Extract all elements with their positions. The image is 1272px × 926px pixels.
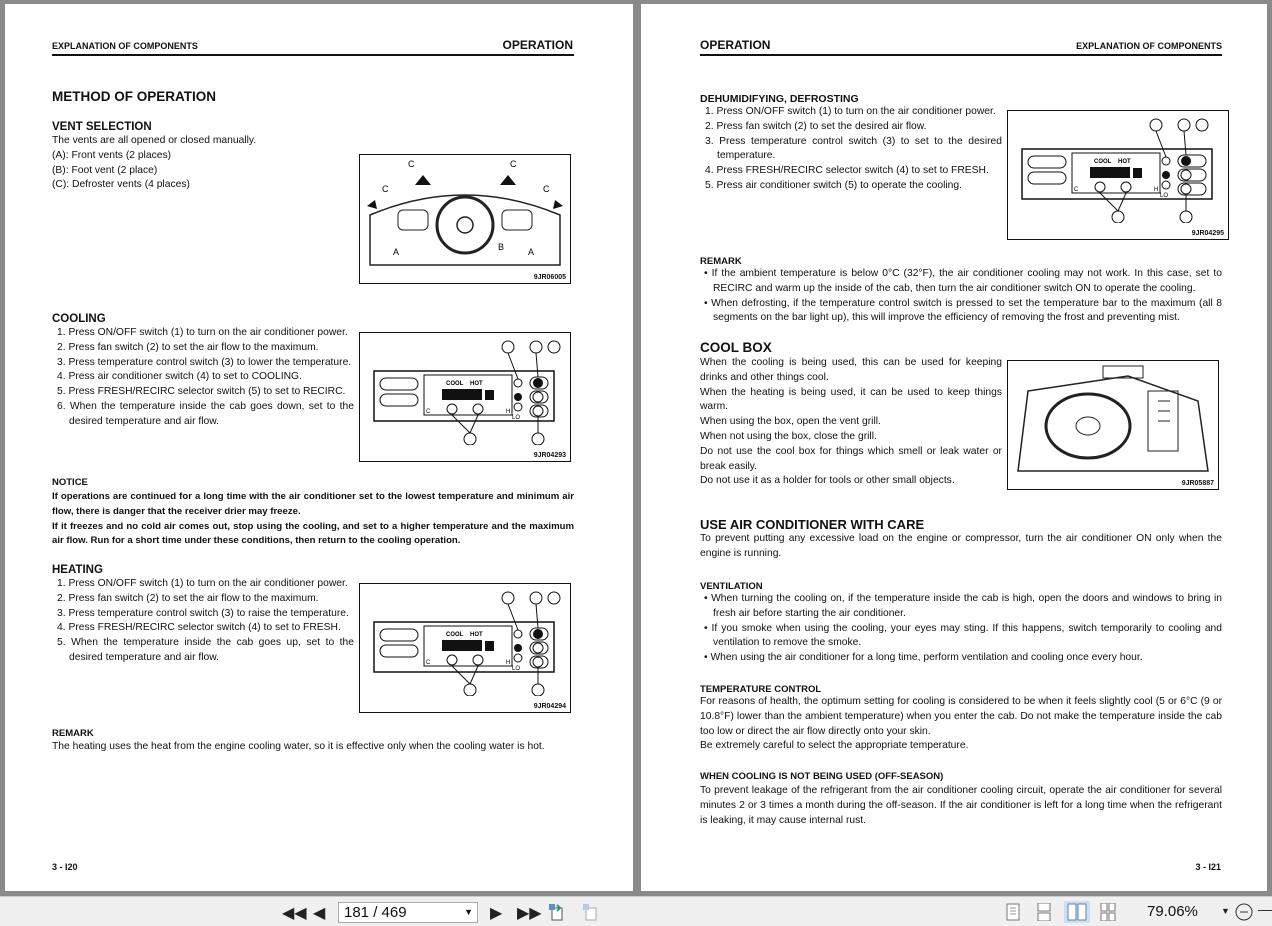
header-rule — [52, 54, 574, 56]
bullet: • When defrosting, if the temperature control switch is pressed to set the temperature bar to the maximum (all 8 segments on the bar light up), this will improve the efficiency of removing the frost and preventing mist. — [700, 297, 1222, 327]
svg-text:C: C — [408, 159, 415, 169]
coolbox-text — [700, 356, 1002, 489]
vent-heading: VENT SELECTION — [52, 121, 152, 133]
c-label: C — [426, 660, 431, 666]
header-right: OPERATION — [502, 38, 573, 52]
go-forward-view-icon[interactable] — [582, 903, 598, 921]
svg-text:C: C — [382, 184, 389, 194]
zoom-out-icon[interactable] — [1235, 903, 1255, 921]
page-number: 3 - I21 — [1195, 862, 1221, 872]
cooling-steps — [52, 326, 354, 430]
zoom-dropdown-icon[interactable]: ▼ — [1221, 906, 1230, 916]
lo-label: LO — [512, 666, 521, 672]
c-label: C — [426, 409, 431, 415]
line: (C): Defroster vents (4 places) — [52, 179, 190, 191]
heating-figure — [359, 583, 571, 713]
step: 2. Press fan switch (2) to set the air flow to the maximum. — [57, 592, 319, 604]
step: 1. Press ON/OFF switch (1) to turn on the air conditioner power. — [57, 327, 348, 338]
left-page — [5, 4, 633, 891]
temp-heading: TEMPERATURE CONTROL — [700, 684, 822, 695]
hot-label: HOT — [1118, 159, 1131, 165]
figure-id: 9JR06005 — [533, 274, 566, 281]
dehum-steps — [700, 105, 1002, 194]
notice-heading: NOTICE — [52, 477, 88, 488]
svg-text:A: A — [393, 247, 400, 257]
h-label: H — [1154, 187, 1159, 193]
remark-list — [700, 267, 1222, 326]
line: The vents are all opened or closed manually. — [52, 135, 257, 146]
line: Do not use the cool box for things which smell or leak water or break easily. — [700, 445, 1002, 472]
ventilation-list — [700, 592, 1222, 666]
step: 2. Press fan switch (2) to set the air flow to the maximum. — [57, 341, 319, 353]
figure-id: 9JR05887 — [1181, 480, 1214, 487]
step: 4. Press FRESH/RECIRC selector switch (4) to set to FRESH. — [705, 165, 989, 177]
paragraph: Be extremely careful to select the appropriate temperature. — [700, 740, 969, 752]
vent-figure — [359, 154, 571, 284]
bullet: • If the ambient temperature is below 0°C (32°F), the air conditioner cooling may not work. In this case, set to RECIRC and warm up the inside of the cab, then turn the air conditioner switch ON to operate the cooling. — [700, 267, 1222, 297]
line: When the heating is being used, it can be used to keep things warm. — [700, 386, 1002, 413]
svg-text:C: C — [510, 159, 517, 169]
h-label: H — [506, 660, 511, 666]
temp-text — [700, 695, 1222, 754]
dashboard-illustration — [360, 155, 570, 283]
two-page-continuous-icon[interactable] — [1100, 903, 1116, 921]
last-page-button[interactable]: ▶▶ — [517, 905, 542, 922]
step: 6. When the temperature inside the cab goes down, set to the desired temperature and air flow. — [57, 400, 354, 427]
paragraph: If it freezes and no cold air comes out, stop using the cooling, and set to a higher temperature and the maximum air flow. Run for a short time under these conditions, then return to the cooling operation. — [52, 520, 574, 547]
figure-id: 9JR04294 — [533, 703, 566, 710]
care-text: To prevent putting any excessive load on the engine or compressor, turn the air conditioner ON only when the engine is running. — [700, 533, 1222, 559]
step: 5. When the temperature inside the cab goes up, set to the desired temperature and air flow. — [57, 637, 354, 663]
dehum-figure — [1007, 110, 1229, 240]
page-number-input[interactable] — [338, 902, 478, 923]
heating-heading: HEATING — [52, 564, 103, 576]
line: When not using the box, close the grill. — [700, 430, 877, 442]
remark-text: The heating uses the heat from the engine cooling water, so it is effective only when the cooling water is hot. — [52, 741, 545, 752]
step: 3. Press temperature control switch (3) to lower the temperature. — [57, 356, 352, 368]
hot-label: HOT — [470, 381, 483, 387]
offseason-text: To prevent leakage of the refrigerant from the air conditioner cooling circuit, operate the air conditioner for several minutes 2 or 3 times a month during the off-season. If the air conditioner is left for a long time when the refrigerant is leaking, it may cause internal rust. — [700, 785, 1222, 826]
vent-text — [52, 134, 352, 193]
c-label: C — [1074, 187, 1079, 193]
header-left: OPERATION — [700, 38, 771, 52]
lo-label: LO — [512, 415, 521, 421]
control-panel-illustration — [360, 584, 568, 696]
line: (B): Foot vent (2 place) — [52, 164, 158, 176]
figure-id: 9JR04293 — [533, 452, 566, 459]
cool-label: COOL — [446, 381, 464, 387]
single-page-view-icon[interactable] — [1005, 903, 1021, 921]
remark-heading: REMARK — [52, 728, 94, 739]
figure-id: 9JR04295 — [1191, 230, 1224, 237]
cooling-heading: COOLING — [52, 313, 106, 325]
cab-illustration — [1008, 361, 1218, 489]
step: 4. Press air conditioner switch (4) to set to COOLING. — [57, 371, 302, 383]
viewer-toolbar — [0, 896, 1272, 926]
bullet: • When turning the cooling on, if the temperature inside the cab is high, open the doors and windows to bring in fresh air before starting the air conditioner. — [700, 592, 1222, 622]
previous-page-button[interactable]: ◀ — [313, 905, 326, 922]
two-page-view-icon[interactable] — [1064, 901, 1090, 923]
page-value: 181 / 469 — [344, 904, 407, 921]
bullet: • If you smoke when using the cooling, your eyes may sting. If this happens, switch temporarily to cooling and ventilation to remove the smoke. — [700, 622, 1222, 652]
h-label: H — [506, 409, 511, 415]
page-number: 3 - I20 — [52, 862, 78, 872]
header-left: EXPLANATION OF COMPONENTS — [52, 41, 198, 51]
zoom-slider[interactable] — [1258, 910, 1272, 911]
care-heading: USE AIR CONDITIONER WITH CARE — [700, 517, 925, 532]
step: 1. Press ON/OFF switch (1) to turn on the air conditioner power. — [705, 106, 996, 117]
ventilation-heading: VENTILATION — [700, 581, 763, 592]
heating-steps — [52, 577, 354, 666]
paragraph: If operations are continued for a long time with the air conditioner set to the lowest temperature and minimum air flow, there is danger that the receiver drier may freeze. — [52, 491, 574, 517]
line: When the cooling is being used, this can be used for keeping drinks and other things cool. — [700, 357, 1002, 383]
chevron-down-icon[interactable]: ▼ — [464, 907, 473, 917]
line: When using the box, open the vent grill. — [700, 416, 881, 428]
coolbox-heading: COOL BOX — [700, 340, 772, 355]
step: 5. Press FRESH/RECIRC selector switch (5) to set to RECIRC. — [57, 386, 346, 398]
first-page-button[interactable]: ◀◀ — [282, 905, 307, 922]
svg-text:B: B — [498, 242, 505, 252]
step: 1. Press ON/OFF switch (1) to turn on the air conditioner power. — [57, 578, 348, 589]
step: 5. Press air conditioner switch (5) to operate the cooling. — [705, 179, 962, 191]
control-panel-illustration — [1008, 111, 1226, 223]
line: Do not use it as a holder for tools or other small objects. — [700, 475, 955, 487]
step: 2. Press fan switch (2) to set the desired air flow. — [705, 120, 927, 132]
header-right: EXPLANATION OF COMPONENTS — [1076, 41, 1222, 51]
control-panel-illustration — [360, 333, 568, 445]
zoom-level[interactable]: 79.06% — [1147, 903, 1198, 920]
bullet: • When using the air conditioner for a long time, perform ventilation and cooling once every hour. — [700, 651, 1222, 666]
lo-label: LO — [1160, 193, 1169, 199]
cool-label: COOL — [446, 632, 464, 638]
remark-heading: REMARK — [700, 256, 742, 267]
line: (A): Front vents (2 places) — [52, 149, 172, 161]
go-back-view-icon[interactable] — [548, 903, 564, 921]
cool-label: COOL — [1094, 159, 1112, 165]
dehum-heading: DEHUMIDIFYING, DEFROSTING — [700, 93, 859, 105]
step: 4. Press FRESH/RECIRC selector switch (4) to set to FRESH. — [57, 622, 341, 634]
step: 3. Press temperature control switch (3) to set to the desired temperature. — [705, 135, 1002, 162]
cooling-figure — [359, 332, 571, 462]
coolbox-figure — [1007, 360, 1219, 490]
hot-label: HOT — [470, 632, 483, 638]
right-page — [641, 4, 1267, 891]
step: 3. Press temperature control switch (3) to raise the temperature. — [57, 607, 349, 619]
notice-text — [52, 490, 574, 549]
svg-text:A: A — [528, 247, 535, 257]
section-title: METHOD OF OPERATION — [52, 89, 216, 104]
next-page-button[interactable]: ▶ — [490, 905, 503, 922]
paragraph: For reasons of health, the optimum setting for cooling is considered to be when it feels slightly cool (5 or 6°C (9 or 10.8°F) lower than the ambient temperature) when you enter the cab. Do not make the temperature inside the cab too low or direct the air flow directly onto your skin. — [700, 696, 1222, 737]
header-rule — [700, 54, 1222, 56]
svg-text:C: C — [543, 184, 550, 194]
offseason-heading: WHEN COOLING IS NOT BEING USED (OFF-SEASON) — [700, 771, 944, 782]
continuous-view-icon[interactable] — [1036, 903, 1052, 921]
